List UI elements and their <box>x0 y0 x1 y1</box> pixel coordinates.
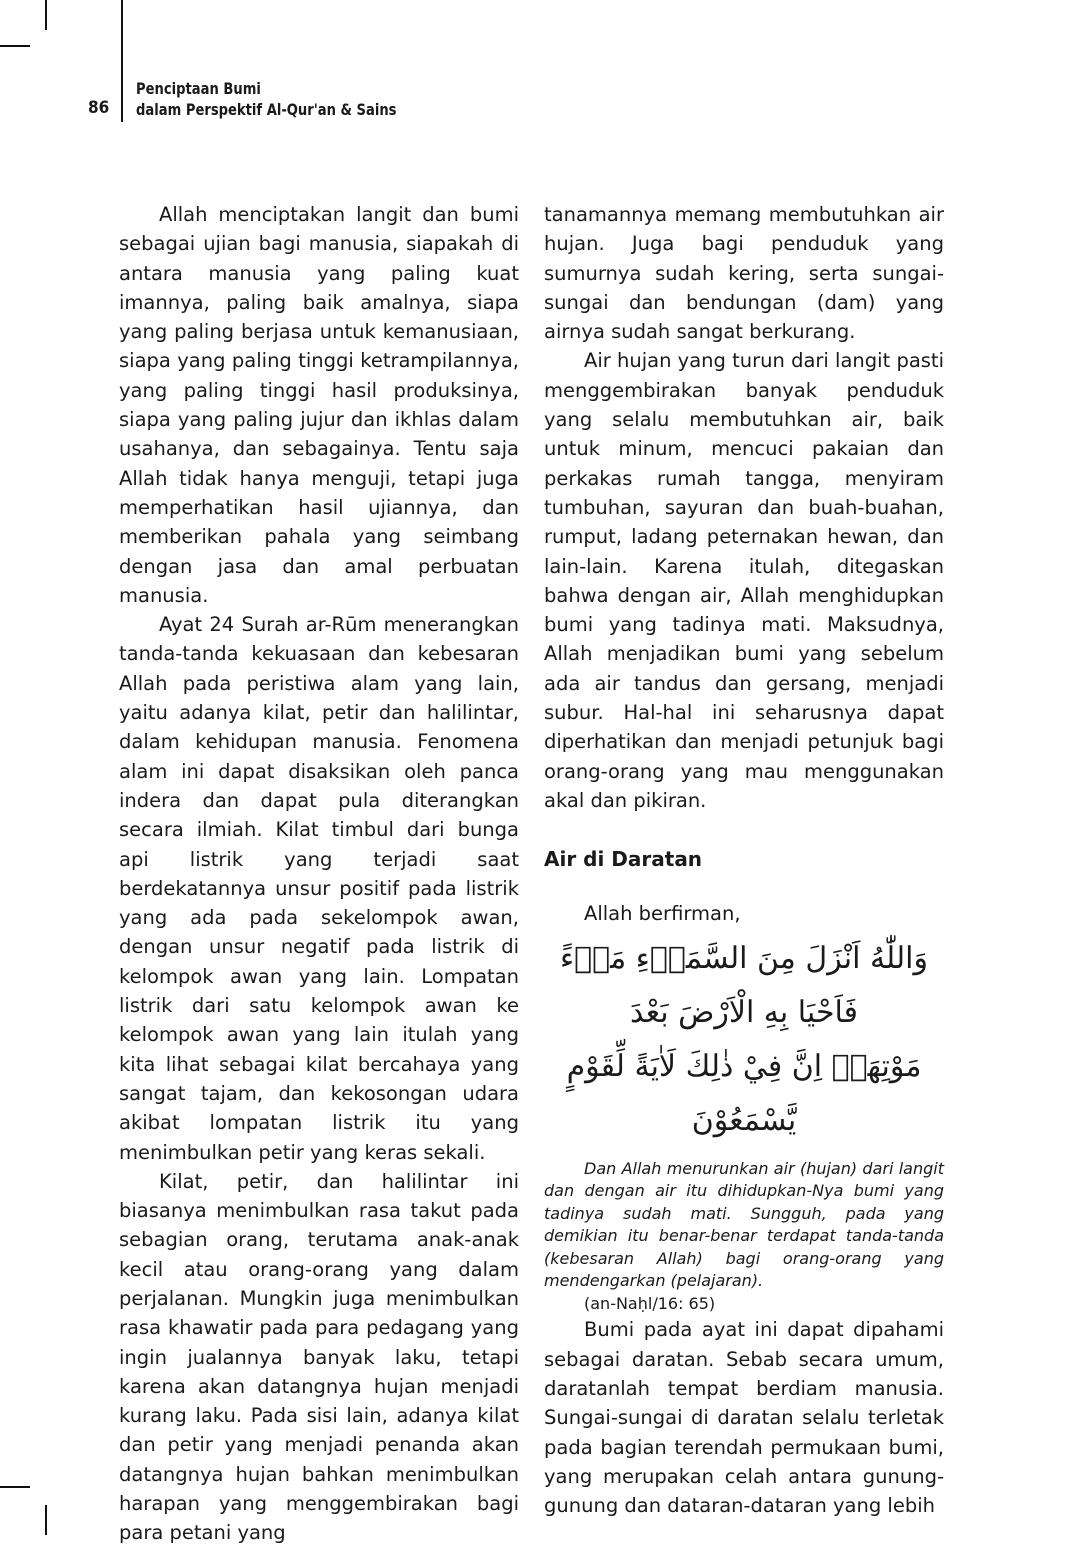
arabic-line: وَاللّٰهُ اَنْزَلَ مِنَ السَّمَاۤءِ مَاۤءً فَاَحْيَا بِهِ الْاَرْضَ بَعْدَ <box>560 940 928 1030</box>
left-column <box>119 200 519 1548</box>
verse-translation: Dan Allah menurunkan air (hujan) dari langit dan dengan air itu dihidupkan-Nya bumi yang tadinya sudah mati. Sungguh, pada yang demikian itu benar-benar terdapat tanda-tanda (kebesaran Allah) bagi orang-orang yang mendengarkan (pelajaran). <box>544 1158 944 1291</box>
running-header <box>136 78 396 120</box>
arabic-line: مَوْتِهَاۗ اِنَّ فِيْ ذٰلِكَ لَاٰيَةً لِّقَوْمٍ يَّسْمَعُوْنَ <box>566 1048 922 1138</box>
continued-paragraph: tanamannya memang membutuhkan air hujan. Juga bagi penduduk yang sumurnya sudah kering, serta sungai-sungai dan bendungan (dam) yang airnya sudah sangat berkurang. <box>544 203 944 344</box>
body-paragraph: Air hujan yang turun dari langit pasti menggembirakan banyak penduduk yang selalu membutuhkan air, baik untuk minum, mencuci pakaian dan perkakas rumah tangga, menyiram tumbuhan, sayuran dan buah-buahan, rumput, ladang peternakan hewan, dan lain-lain. Karena itulah, ditegaskan bahwa dengan air, Allah menghidupkan bumi yang tadinya mati. Maksudnya, Allah menjadikan bumi yang sebelum ada air tandus dan gersang, menjadi subur. Hal-hal ini seharusnya dapat diperhatikan dan menjadi petunjuk bagi orang-orang yang mau menggunakan akal dan pikiran. <box>544 349 944 812</box>
section-heading: Air di Daratan <box>544 847 703 872</box>
running-header-line2: dalam Perspektif Al-Qur'an & Sains <box>136 100 397 119</box>
body-paragraph: Bumi pada ayat ini dapat dipahami sebagai daratan. Sebab secara umum, daratanlah tempat berdiam manusia. Sungai-sungai di daratan selalu terletak pada bagian terendah permukaan bumi, yang merupakan celah antara gunung-gunung dan dataran-dataran yang lebih <box>544 1318 944 1518</box>
crop-mark-top-horizontal <box>0 45 30 47</box>
running-header-line1: Penciptaan Bumi <box>136 79 261 98</box>
verse-citation: (an-Naḥl/16: 65) <box>584 1293 716 1313</box>
page-number: 86 <box>88 98 110 118</box>
crop-mark-top-vertical <box>45 0 47 30</box>
body-paragraph: Ayat 24 Surah ar-Rūm menerangkan tanda-tanda kekuasaan dan kebesaran Allah pada peristiwa alam yang lain, yaitu adanya kilat, petir dan halilintar, dalam kehidupan manusia. Fenomena alam ini dapat disaksikan oleh panca indera dan dapat pula diterangkan secara ilmiah. Kilat timbul dari bunga api listrik yang terjadi saat berdekatannya unsur positif pada listrik yang ada pada sekelompok awan, dengan unsur negatif pada listrik di kelompok awan yang lain. Lompatan listrik dari satu kelompok awan ke kelompok awan yang lain itulah yang kita lihat sebagai kilat bercahaya yang sangat tajam, dan kekosongan udara akibat lompatan listrik itu yang menimbulkan petir yang keras sekali. <box>119 613 519 1164</box>
crop-mark-bottom-vertical <box>45 1505 47 1535</box>
body-paragraph: Kilat, petir, dan halilintar ini biasanya menimbulkan rasa takut pada sebagian orang, terutama anak-anak kecil atau orang-orang yang dalam perjalanan. Mungkin juga menimbulkan rasa khawatir pada para pedagang yang ingin jualannya banyak laku, tetapi karena akan datangnya hujan menjadi kurang laku. Pada sisi lain, adanya kilat dan petir yang menjadi penanda akan datangnya hujan bahkan menimbulkan harapan yang menggembirakan bagi para petani yang <box>119 1169 519 1545</box>
quran-verse-arabic <box>544 932 944 1148</box>
crop-mark-bottom-horizontal <box>0 1486 30 1488</box>
right-column <box>544 200 944 1520</box>
verse-intro: Allah berfirman, <box>584 901 741 925</box>
body-paragraph: Allah menciptakan langit dan bumi sebagai ujian bagi manusia, siapakah di antara manusia yang paling kuat imannya, paling baik amalnya, siapa yang paling berjasa untuk kemanusiaan, siapa yang paling tinggi ketrampilannya, yang paling tinggi hasil produksinya, siapa yang paling jujur dan ikhlas dalam usahanya, dan sebagainya. Tentu saja Allah tidak hanya menguji, tetapi juga memperhatikan hasil ujiannya, dan memberikan pahala yang seimbang dengan jasa dan amal perbuatan manusia. <box>119 203 519 607</box>
header-divider <box>121 0 123 122</box>
